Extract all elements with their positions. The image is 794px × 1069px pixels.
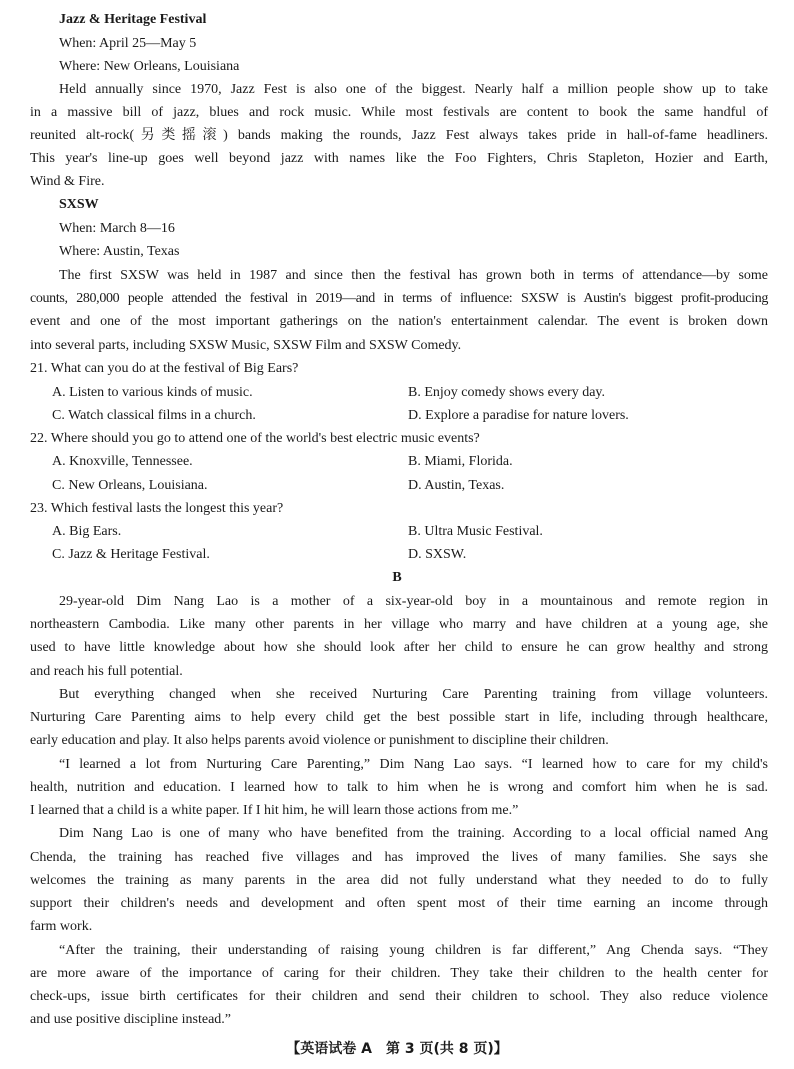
sxsw-title: SXSW — [59, 197, 99, 212]
passage-b-line: early education and play. It also helps parents avoid violence or punishment to discipline their children. — [30, 733, 609, 748]
jazz-text-line: in a massive bill of jazz, blues and rock music. While most festivals are content to book the same handful of — [30, 105, 768, 120]
sxsw-text-line: event and one of the most important gatherings on the nation's entertainment calendar. The event is broken down — [30, 314, 768, 329]
page-footer: 【英语试卷 A 第 3 页(共 8 页)】 — [286, 1041, 508, 1057]
question-21-option-b: B. Enjoy comedy shows every day. — [408, 385, 605, 400]
sxsw-text-line: into several parts, including SXSW Music, SXSW Film and SXSW Comedy. — [30, 338, 462, 353]
passage-b-line: are more aware of the importance of caring for their children. They take their children to the health center for — [30, 966, 768, 981]
passage-b-line: farm work. — [30, 919, 93, 934]
question-21-option-c: C. Watch classical films in a church. — [52, 408, 256, 423]
question-22-option-b: B. Miami, Florida. — [408, 454, 513, 469]
passage-b-line: I learned that a child is a white paper. If I hit him, he will learn those actions from me.” — [30, 803, 519, 818]
question-21-stem: 21. What can you do at the festival of Big Ears? — [30, 361, 299, 376]
sxsw-when: When: March 8—16 — [59, 221, 175, 236]
jazz-text-line: This year's line-up goes well beyond jazz with names like the Foo Fighters, Chris Stapleton, Hozier and Earth, — [30, 151, 768, 166]
passage-b-line: check-ups, issue birth certificates for their children and send their children to school. They also reduce violence — [30, 989, 768, 1004]
passage-b-line: “I learned a lot from Nurturing Care Parenting,” Dim Nang Lao says. “I learned how to care for my child's — [59, 757, 768, 772]
question-21-option-d: D. Explore a paradise for nature lovers. — [408, 408, 629, 423]
passage-b-line: health, nutrition and education. I learned how to talk to him when he is wrong and comfort him when he is sad. — [30, 780, 768, 795]
passage-b-line: Nurturing Care Parenting aims to help every child get the best possible start in life, including through healthcare, — [30, 710, 768, 725]
passage-b-line: 29-year-old Dim Nang Lao is a mother of a six-year-old boy in a mountainous and remote region in — [59, 594, 768, 609]
jazz-festival-where: Where: New Orleans, Louisiana — [59, 59, 240, 74]
passage-b-line: welcomes the training as many parents in the area did not fully understand what they needed to do to fully — [30, 873, 768, 888]
jazz-festival-when: When: April 25—May 5 — [59, 36, 197, 51]
question-22-stem: 22. Where should you go to attend one of the world's best electric music events? — [30, 431, 480, 446]
question-23-option-d: D. SXSW. — [408, 547, 467, 562]
question-23-stem: 23. Which festival lasts the longest this year? — [30, 501, 284, 516]
jazz-festival-title: Jazz & Heritage Festival — [59, 12, 207, 27]
question-21-option-a: A. Listen to various kinds of music. — [52, 385, 253, 400]
jazz-text-line: Wind & Fire. — [30, 174, 105, 189]
sxsw-where: Where: Austin, Texas — [59, 244, 180, 259]
passage-b-line: Chenda, the training has reached five villages and has improved the lives of many families. She says she — [30, 850, 768, 865]
jazz-text-line: Held annually since 1970, Jazz Fest is also one of the biggest. Nearly half a million people show up to take — [59, 82, 768, 97]
question-22-option-c: C. New Orleans, Louisiana. — [52, 478, 208, 493]
question-23-option-c: C. Jazz & Heritage Festival. — [52, 547, 210, 562]
passage-b-line: used to have little knowledge about how she should look after her child to ensure he can grow healthy and strong — [30, 640, 768, 655]
passage-b-line: But everything changed when she received Nurturing Care Parenting training from village volunteers. — [59, 687, 768, 702]
passage-b-line: support their children's needs and development and often spent most of their time earning an income through — [30, 896, 768, 911]
passage-b-line: and reach his full potential. — [30, 664, 183, 679]
sxsw-text-line: The first SXSW was held in 1987 and since then the festival has grown both in terms of attendance—by some — [59, 268, 768, 283]
section-b-heading: B — [392, 570, 402, 585]
passage-b-line: northeastern Cambodia. Like many other parents in her village who marry and have children at a young age, she — [30, 617, 768, 632]
passage-b-line: Dim Nang Lao is one of many who have benefited from the training. According to a local official named Ang — [59, 826, 768, 841]
question-23-option-b: B. Ultra Music Festival. — [408, 524, 543, 539]
passage-b-line: “After the training, their understanding of raising young children is far different,” Ang Chenda says. “They — [59, 943, 768, 958]
question-22-option-a: A. Knoxville, Tennessee. — [52, 454, 193, 469]
passage-b-line: and use positive discipline instead.” — [30, 1012, 232, 1027]
sxsw-text-line: counts, 280,000 people attended the festival in 2019—and in terms of influence: SXSW is Austin's biggest profit-producing — [30, 291, 768, 306]
question-23-option-a: A. Big Ears. — [52, 524, 122, 539]
jazz-text-line: reunited alt-rock(另类摇滚) bands making the rounds, Jazz Fest always takes pride in hall-of-fame headliners. — [30, 128, 768, 143]
question-22-option-d: D. Austin, Texas. — [408, 478, 505, 493]
